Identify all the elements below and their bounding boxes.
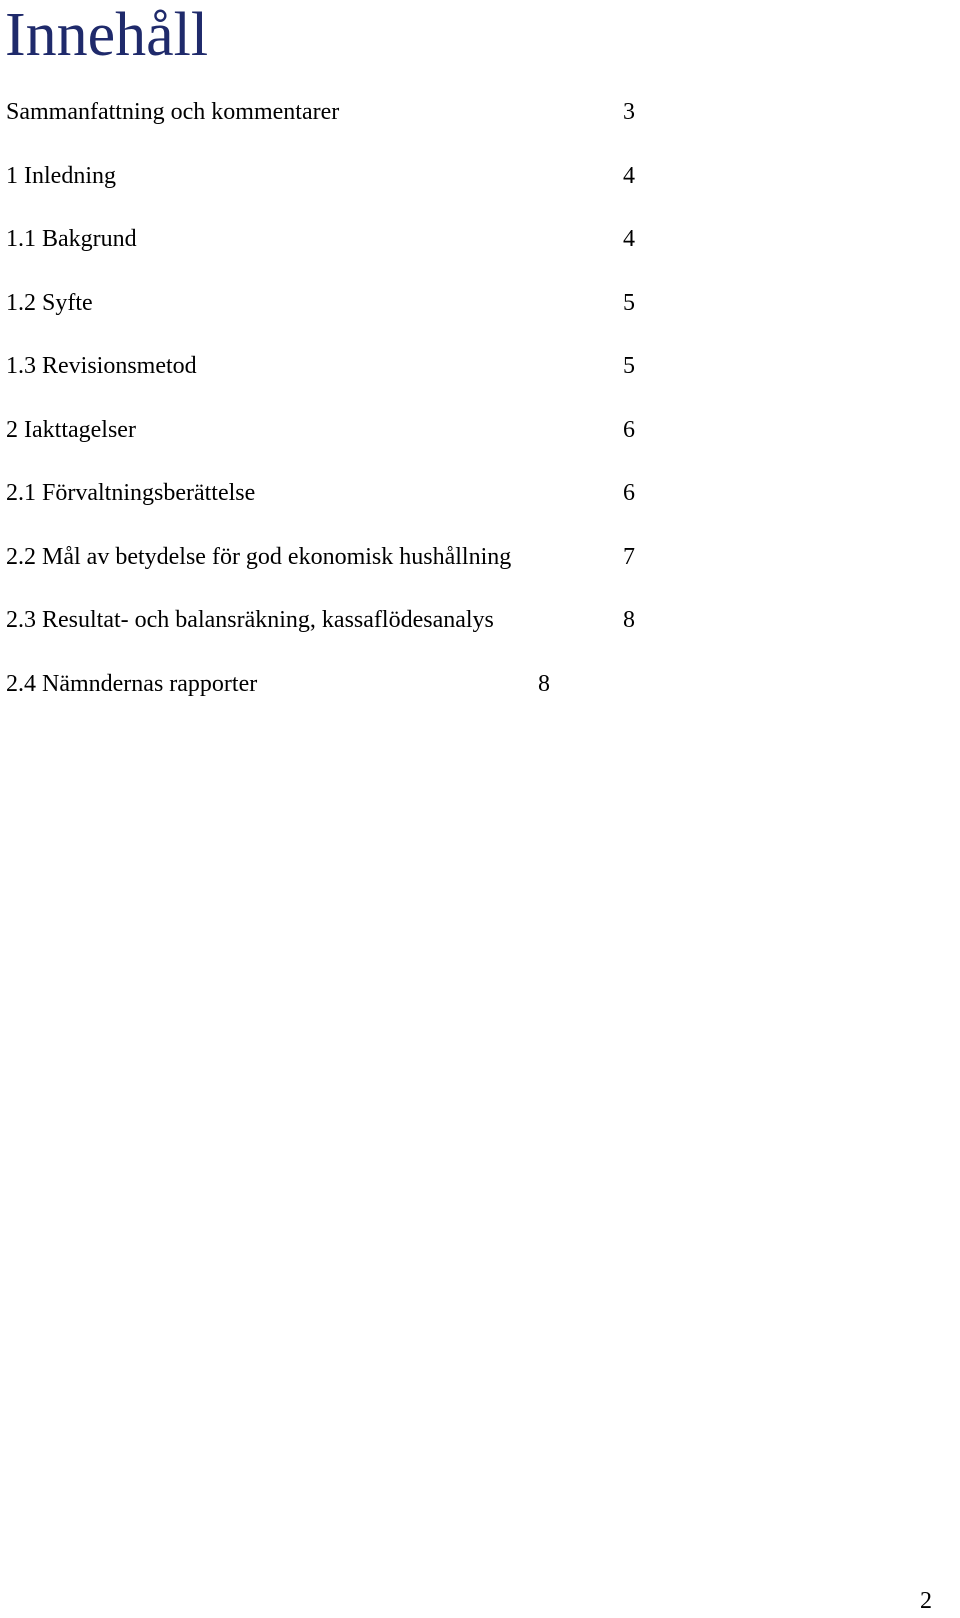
toc-entry-label: 2.4 Nämndernas rapporter (6, 670, 258, 697)
toc-entry-label: 1.2 Syfte (6, 289, 93, 316)
toc-entry-purpose[interactable] (6, 289, 646, 353)
toc-entry-label: 1 Inledning (6, 162, 116, 189)
toc-entry-label: 1.3 Revisionsmetod (6, 353, 197, 379)
toc-entry-financial-statements[interactable] (6, 606, 646, 670)
toc-entry-background[interactable] (6, 225, 646, 289)
toc-entry-page-number: 3 (623, 99, 635, 125)
toc-entry-page-number: 8 (538, 670, 550, 697)
toc-entry-summary[interactable] (6, 98, 646, 162)
toc-entry-committee-reports[interactable] (6, 670, 646, 734)
toc-entry-page-number: 6 (623, 480, 635, 506)
toc-entry-financial-goals[interactable] (6, 543, 646, 607)
toc-entry-page-number: 7 (623, 543, 635, 570)
toc-entry-label: 2.3 Resultat- och balansräkning, kassaflödesanalys (6, 607, 494, 633)
toc-entry-label: 2.1 Förvaltningsberättelse (6, 480, 256, 506)
toc-entry-observations[interactable] (6, 416, 646, 480)
toc-entry-page-number: 6 (623, 416, 635, 443)
table-of-contents (6, 98, 646, 733)
toc-entry-label: 1.1 Bakgrund (6, 226, 137, 252)
page-number: 2 (920, 1588, 932, 1614)
toc-entry-audit-method[interactable] (6, 352, 646, 416)
toc-entry-page-number: 4 (623, 162, 635, 189)
toc-entry-label: Sammanfattning och kommentarer (6, 99, 340, 125)
toc-entry-management-report[interactable] (6, 479, 646, 543)
page-title: Innehåll (5, 1, 209, 69)
toc-entry-page-number: 8 (623, 607, 635, 633)
toc-entry-label: 2.2 Mål av betydelse för god ekonomisk hushållning (6, 543, 512, 570)
toc-entry-page-number: 5 (623, 289, 635, 316)
toc-entry-introduction[interactable] (6, 162, 646, 226)
toc-entry-page-number: 5 (623, 353, 635, 379)
toc-entry-label: 2 Iakttagelser (6, 416, 136, 443)
toc-entry-page-number: 4 (623, 226, 635, 252)
